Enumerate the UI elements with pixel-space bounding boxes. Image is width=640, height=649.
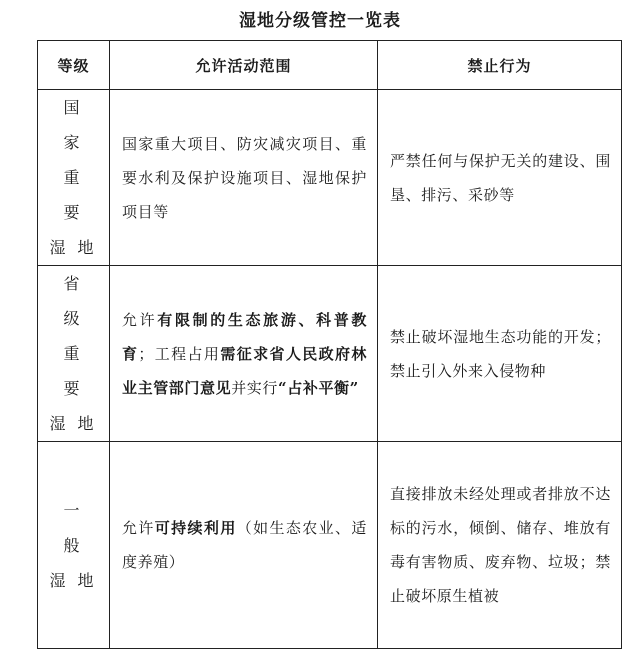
table-row (38, 90, 622, 266)
scope-cell (110, 90, 378, 266)
level-line: 省 级 (63, 274, 92, 328)
scope-text: 允许 (122, 310, 158, 329)
level-cell (38, 90, 110, 266)
wetland-control-table (37, 40, 622, 649)
scope-highlight: 可持续利用 (154, 519, 237, 537)
header-ban: 禁止行为 (378, 41, 622, 90)
page-title: 湿地分级管控一览表 (239, 11, 401, 31)
level-cell (38, 442, 110, 649)
level-cell (38, 266, 110, 442)
level-line: 重 要 (63, 344, 92, 398)
scope-highlight: “占补平衡” (278, 378, 359, 397)
scope-text: 并实行 (231, 378, 279, 397)
ban-cell: 严禁任何与保护无关的建设、围垦、排污、采砂等 (378, 90, 622, 266)
table-header-row (38, 41, 622, 90)
scope-text: 允许 (122, 519, 155, 537)
header-level: 等级 (38, 41, 110, 90)
scope-highlight: 有限制的生态旅游、科普教育 (122, 310, 368, 363)
ban-cell: 禁止破坏湿地生态功能的开发；禁止引入外来入侵物种 (378, 266, 622, 442)
scope-highlight: 需征求省人民政府林业主管部门意见 (122, 344, 367, 397)
table-row (38, 266, 622, 442)
ban-cell: 直接排放未经处理或者排放不达标的污水，倾倒、储存、堆放有毒有害物质、废弃物、垃圾；禁止破坏原生植被 (378, 442, 622, 649)
level-line: 湿地 (49, 414, 106, 433)
scope-text: 国家重大项目、防灾减灾项目、重要水利及保护设施项目、湿地保护项目等 (122, 134, 367, 221)
level-line: 重 要 (63, 168, 92, 222)
scope-text: （如生态农业、适度养殖） (122, 519, 367, 571)
scope-cell (110, 266, 378, 442)
level-line: 国 家 (63, 98, 92, 152)
header-scope: 允许活动范围 (110, 41, 378, 90)
level-line: 湿地 (49, 238, 106, 257)
level-line: 一 般 (63, 500, 92, 555)
level-line: 湿地 (49, 570, 106, 590)
table-row (38, 442, 622, 649)
scope-cell (110, 442, 378, 649)
scope-text: ；工程占用 (138, 344, 221, 363)
